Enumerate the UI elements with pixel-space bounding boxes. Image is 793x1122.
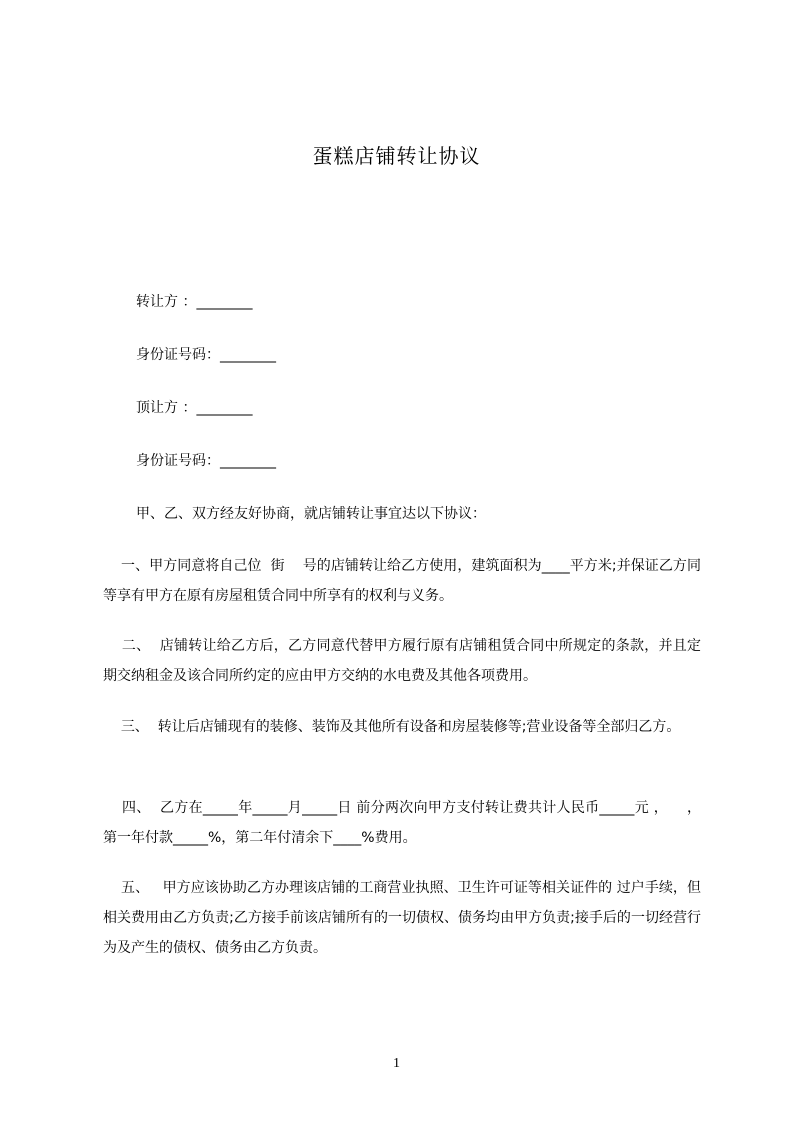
clause-2: 二、 店铺转让给乙方后，乙方同意代替甲方履行原有店铺租赁合同中所规定的条款，并且定期交纳租金及该合同所约定的应由甲方交纳的水电费及其他各项费用。 [103, 638, 701, 684]
clause-1: 一、甲方同意将自己位 街 号的店铺转让给乙方使用，建筑面积为____平方米;并保证乙方同等享有甲方在原有房屋租赁合同中所享有的权利与义务。 [103, 558, 701, 604]
clause-3: 三、 转让后店铺现有的装修、装饰及其他所有设备和房屋装修等;营业设备等全部归乙方。 [103, 719, 681, 735]
clause-5: 五、 甲方应该协助乙方办理该店铺的工商营业执照、卫生许可证等相关证件的 过户手续，但相关费用由乙方负责;乙方接手前该店铺所有的一切债权、债务均由甲方负责;接手后的一切经营行为及产生的债权、债务由乙方负责。 [103, 880, 701, 956]
transferor-field: 转让方 ：________ [136, 294, 253, 310]
page-number: 1 [393, 1056, 400, 1071]
transferee-id-field: 身份证号码：________ [136, 453, 276, 469]
document-title: 蛋糕店铺转让协议 [312, 144, 481, 168]
transferee-field: 顶让方 ：________ [136, 400, 253, 416]
transferor-id-field: 身份证号码：________ [136, 347, 276, 363]
agreement-intro: 甲、乙、双方经友好协商，就店铺转让事宜达以下协议： [136, 506, 486, 522]
clause-4: 四、 乙方在_____年_____月_____日 前分两次向甲方支付转让费共计人民币_____元 ， ，第一年付款_____%，第二年付清余下____%费用。 [103, 800, 701, 846]
